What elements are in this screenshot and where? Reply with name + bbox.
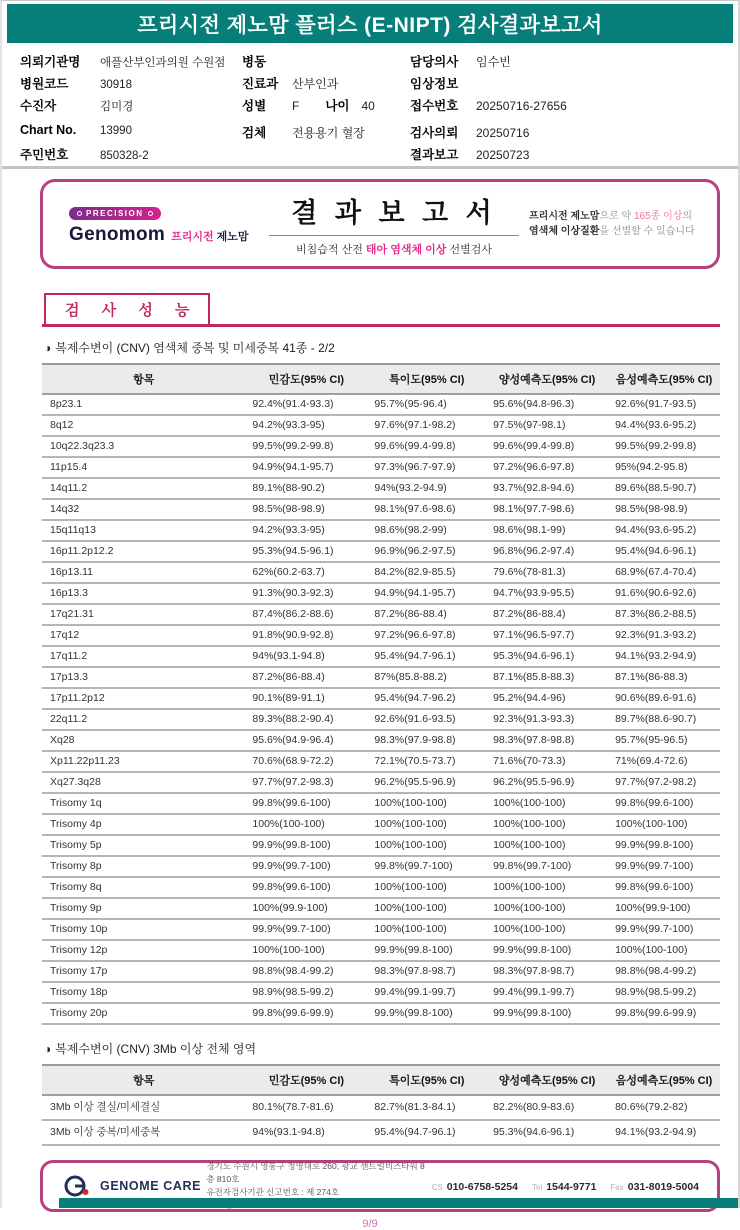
column-header: 항목	[42, 364, 245, 394]
table-cell: 98.5%(98-98.9)	[608, 499, 720, 520]
table-row	[42, 856, 720, 877]
info-value: 13990	[100, 125, 132, 137]
table-cell: 95.3%(94.6-96.1)	[486, 646, 608, 667]
info-label: 접수번호	[410, 99, 459, 113]
table-cell: 98.9%(98.5-99.2)	[608, 982, 720, 1003]
table-cell: 8p23.1	[42, 394, 245, 415]
table-row	[42, 478, 720, 499]
table-cell: 99.6%(99.4-99.8)	[486, 436, 608, 457]
table-cell: 98.3%(97.9-98.8)	[367, 730, 486, 751]
table-cell: 99.8%(99.7-100)	[486, 856, 608, 877]
info-value: 40	[361, 99, 375, 113]
table-cell: 95%(94.2-95.8)	[608, 457, 720, 478]
page-number: 9/9	[362, 1218, 378, 1230]
table-cell: 99.9%(99.7-100)	[608, 856, 720, 877]
table-row	[42, 1095, 720, 1120]
table-cell: 98.9%(98.5-99.2)	[245, 982, 367, 1003]
table-cell: 22q11.2	[42, 709, 245, 730]
contact-label: Tel	[531, 1183, 543, 1192]
contact-item	[610, 1177, 699, 1195]
table-cell: 14q11.2	[42, 478, 245, 499]
info-row	[242, 52, 410, 74]
table-cell: 94.9%(94.1-95.7)	[367, 583, 486, 604]
table-cell: 95.7%(95-96.5)	[608, 730, 720, 751]
table-cell: 96.9%(96.2-97.5)	[367, 541, 486, 562]
section-title: 검 사 성 능	[44, 293, 210, 324]
table-cell: 96.2%(95.5-96.9)	[367, 772, 486, 793]
table-row	[42, 814, 720, 835]
genome-care-mark-icon	[63, 1174, 93, 1198]
table-cell: 95.4%(94.6-96.1)	[608, 541, 720, 562]
table-cell: 97.2%(96.6-97.8)	[486, 457, 608, 478]
table-cell: 91.3%(90.3-92.3)	[245, 583, 367, 604]
column-header: 민감도(95% CI)	[245, 364, 367, 394]
info-label: 나이	[325, 99, 350, 113]
info-row	[410, 123, 728, 145]
info-value: 전용용기 혈장	[292, 126, 365, 140]
info-row	[410, 96, 728, 118]
table-cell: 94%(93.2-94.9)	[367, 478, 486, 499]
table-cell: 94.7%(93.9-95.5)	[486, 583, 608, 604]
table-cell: 92.3%(91.3-93.2)	[608, 625, 720, 646]
table-cell: 97.7%(97.2-98.3)	[245, 772, 367, 793]
table-cell: 100%(100-100)	[486, 898, 608, 919]
info-value: 20250723	[476, 148, 530, 162]
table-cell: 98.6%(98.1-99)	[486, 520, 608, 541]
half-circle-icon: ◑	[44, 341, 52, 355]
table-cell: 94.9%(94.1-95.7)	[245, 457, 367, 478]
table-cell: 95.7%(95-96.4)	[367, 394, 486, 415]
table-row	[42, 646, 720, 667]
table-cell: 99.9%(99.8-100)	[367, 1003, 486, 1024]
table-cell: 99.4%(99.1-99.7)	[486, 982, 608, 1003]
info-value: 850328-2	[100, 150, 149, 162]
table-cell: 94%(93.1-94.8)	[245, 646, 367, 667]
column-header: 음성예측도(95% CI)	[608, 364, 720, 394]
info-label: 병원코드	[20, 77, 69, 91]
table-cell: 94.2%(93.3-95)	[245, 415, 367, 436]
table-cell: 100%(100-100)	[486, 814, 608, 835]
table-cell: 89.1%(88-90.2)	[245, 478, 367, 499]
info-label: 결과보고	[410, 148, 459, 162]
table-cell: 97.7%(97.2-98.2)	[608, 772, 720, 793]
table-cell: 95.4%(94.7-96.1)	[367, 646, 486, 667]
genome-care-logo	[63, 1174, 206, 1198]
table-cell: 3Mb 이상 중복/미세중복	[42, 1120, 245, 1145]
table-row	[42, 1003, 720, 1024]
table-cell: 99.5%(99.2-99.8)	[245, 436, 367, 457]
cnv-performance-table	[42, 363, 720, 1025]
table-cell: 95.3%(94.5-96.1)	[245, 541, 367, 562]
table-cell: Trisomy 18p	[42, 982, 245, 1003]
table-cell: 17p13.3	[42, 667, 245, 688]
table-row	[42, 709, 720, 730]
report-title: 프리시전 제노맘 플러스 (E-NIPT) 검사결과보고서	[137, 13, 603, 37]
table-cell: 100%(100-100)	[367, 898, 486, 919]
table-cell: 99.5%(99.2-99.8)	[608, 436, 720, 457]
table-cell: 100%(100-100)	[608, 814, 720, 835]
info-row	[242, 74, 410, 96]
table-cell: 100%(100-100)	[367, 919, 486, 940]
table-cell: 99.9%(99.8-100)	[486, 1003, 608, 1024]
table-row	[42, 1120, 720, 1145]
info-row	[242, 123, 410, 145]
table-cell: 99.6%(99.4-99.8)	[367, 436, 486, 457]
info-value: 임수빈	[476, 55, 511, 69]
contact-item	[432, 1177, 518, 1195]
table-cell: 70.6%(68.9-72.2)	[245, 751, 367, 772]
table-cell: 100%(100-100)	[245, 940, 367, 961]
table-cell: 100%(100-100)	[245, 814, 367, 835]
info-label: 임상정보	[410, 77, 459, 91]
info-row	[410, 145, 728, 167]
table1-caption: ◑ 복제수변이 (CNV) 염색체 중복 및 미세중복 41종 - 2/2	[44, 341, 335, 355]
table-cell: 16p13.3	[42, 583, 245, 604]
address-line1: 경기도 수원시 영통구 청명대로 260, 광교 센트럴비즈타워 8층 810호	[206, 1160, 425, 1184]
table-cell: 95.6%(94.9-96.4)	[245, 730, 367, 751]
table-cell: 98.3%(97.8-98.8)	[486, 730, 608, 751]
table-cell: 96.2%(95.5-96.9)	[486, 772, 608, 793]
table-cell: 98.5%(98-98.9)	[245, 499, 367, 520]
column-header: 특이도(95% CI)	[367, 1065, 486, 1095]
table-row	[42, 772, 720, 793]
info-label: 검사의뢰	[410, 126, 459, 140]
precision-badge-label: PRECISION	[86, 208, 144, 218]
table-cell: 16p13.11	[42, 562, 245, 583]
info-row	[410, 74, 728, 96]
contact-value: 031-8019-5004	[627, 1181, 699, 1193]
table-cell: Trisomy 9p	[42, 898, 245, 919]
column-header: 양성예측도(95% CI)	[486, 364, 608, 394]
table-cell: 100%(100-100)	[367, 835, 486, 856]
table-cell: 99.9%(99.8-100)	[486, 940, 608, 961]
info-label: 병동	[242, 55, 267, 69]
table-row	[42, 940, 720, 961]
contact-value: 1544-9771	[546, 1181, 597, 1193]
table-cell: 87.4%(86.2-88.6)	[245, 604, 367, 625]
brand-kr-accent: 프리시전	[171, 230, 214, 243]
table-cell: 90.6%(89.6-91.6)	[608, 688, 720, 709]
table-cell: 99.8%(99.6-100)	[608, 793, 720, 814]
info-label: 의뢰기관명	[20, 55, 81, 69]
table-cell: Trisomy 8q	[42, 877, 245, 898]
table-cell: 89.3%(88.2-90.4)	[245, 709, 367, 730]
table-row	[42, 499, 720, 520]
table-cell: 82.2%(80.9-83.6)	[486, 1095, 608, 1120]
patient-info-col3	[410, 52, 728, 162]
genome-care-name: GENOME CARE	[100, 1179, 202, 1193]
table-row	[42, 730, 720, 751]
info-row	[242, 96, 410, 118]
table-cell: 72.1%(70.5-73.7)	[367, 751, 486, 772]
table-cell: 98.8%(98.4-99.2)	[245, 961, 367, 982]
table-cell: Xp11.22p11.23	[42, 751, 245, 772]
table-cell: 95.3%(94.6-96.1)	[486, 1120, 608, 1145]
table-cell: 94.2%(93.3-95)	[245, 520, 367, 541]
table-cell: 98.6%(98.2-99)	[367, 520, 486, 541]
table-cell: 99.8%(99.6-99.9)	[245, 1003, 367, 1024]
table-row	[42, 457, 720, 478]
half-circle-icon: ◑	[44, 1042, 52, 1056]
contact-value: 010-6758-5254	[446, 1181, 518, 1193]
table-cell: 100%(100-100)	[367, 877, 486, 898]
table-cell: 8q12	[42, 415, 245, 436]
table-cell: 99.8%(99.6-100)	[245, 793, 367, 814]
badge-dot-icon	[77, 211, 82, 216]
table-cell: 87%(85.8-88.2)	[367, 667, 486, 688]
patient-info-col2	[242, 52, 410, 158]
table-cell: 68.9%(67.4-70.4)	[608, 562, 720, 583]
table-cell: 95.2%(94.4-96)	[486, 688, 608, 709]
info-value: 20250716	[476, 126, 530, 140]
table-row	[42, 898, 720, 919]
banner-title: 결 과 보 고 서	[291, 198, 497, 228]
table-cell: Trisomy 20p	[42, 1003, 245, 1024]
patient-info-col1	[20, 52, 242, 162]
footer-contacts	[432, 1177, 699, 1195]
table-cell: Trisomy 8p	[42, 856, 245, 877]
table-cell: 98.1%(97.7-98.6)	[486, 499, 608, 520]
table-cell: 95.6%(94.8-96.3)	[486, 394, 608, 415]
column-header: 양성예측도(95% CI)	[486, 1065, 608, 1095]
table-cell: 97.1%(96.5-97.7)	[486, 625, 608, 646]
table-cell: 10q22.3q23.3	[42, 436, 245, 457]
info-row	[20, 52, 242, 74]
table-row	[42, 415, 720, 436]
table-cell: 94.1%(93.2-94.9)	[608, 1120, 720, 1145]
info-value: 애플산부인과의원 수원점	[100, 57, 226, 69]
contact-label: Fax	[610, 1183, 624, 1192]
table-cell: 100%(100-100)	[367, 793, 486, 814]
table-cell: Trisomy 1q	[42, 793, 245, 814]
table-cell: 16p11.2p12.2	[42, 541, 245, 562]
report-title-bar	[7, 4, 733, 43]
contact-label: CS	[431, 1183, 443, 1192]
column-header: 음성예측도(95% CI)	[608, 1065, 720, 1095]
table-cell: 99.4%(99.1-99.7)	[367, 982, 486, 1003]
table-cell: 17q21.31	[42, 604, 245, 625]
info-label: 진료과	[242, 77, 279, 91]
table-row	[42, 919, 720, 940]
table-cell: 87.2%(86-88.4)	[367, 604, 486, 625]
info-label: 수진자	[20, 99, 57, 113]
table-cell: 100%(100-100)	[486, 793, 608, 814]
table-cell: 98.3%(97.8-98.7)	[367, 961, 486, 982]
brand-name: Genomom	[69, 223, 166, 245]
table-cell: 93.7%(92.8-94.6)	[486, 478, 608, 499]
table-cell: 82.7%(81.3-84.1)	[367, 1095, 486, 1120]
table-row	[42, 562, 720, 583]
table-cell: 98.3%(97.8-98.7)	[486, 961, 608, 982]
contact-item	[532, 1177, 596, 1195]
table-cell: 80.1%(78.7-81.6)	[245, 1095, 367, 1120]
table-cell: 94.1%(93.2-94.9)	[608, 646, 720, 667]
table-cell: Xq27.3q28	[42, 772, 245, 793]
table-row	[42, 625, 720, 646]
badge-dot-icon	[148, 211, 153, 216]
table-cell: 87.1%(85.8-88.3)	[486, 667, 608, 688]
table-cell: 99.9%(99.8-100)	[245, 835, 367, 856]
table-cell: 90.1%(89-91.1)	[245, 688, 367, 709]
table-row	[42, 520, 720, 541]
info-row	[20, 96, 242, 118]
table-cell: 99.9%(99.7-100)	[245, 919, 367, 940]
info-value: F	[292, 99, 300, 113]
table-cell: 100%(99.9-100)	[245, 898, 367, 919]
result-banner	[40, 179, 720, 269]
table-cell: 11p15.4	[42, 457, 245, 478]
info-value: 30918	[100, 79, 132, 91]
info-label: 성별	[242, 99, 267, 113]
table-cell: 94%(93.1-94.8)	[245, 1120, 367, 1145]
info-value: 20250716-27656	[476, 99, 567, 113]
table-cell: 15q11q13	[42, 520, 245, 541]
table-cell: 89.7%(88.6-90.7)	[608, 709, 720, 730]
table-cell: 71%(69.4-72.6)	[608, 751, 720, 772]
table-cell: 96.8%(96.2-97.4)	[486, 541, 608, 562]
table-cell: 99.8%(99.7-100)	[367, 856, 486, 877]
brand-kr-rest: 제노맘	[216, 230, 249, 243]
bottom-teal-bar	[59, 1198, 738, 1208]
info-value: 김미경	[100, 101, 134, 113]
column-header: 항목	[42, 1065, 245, 1095]
table-cell: 87.2%(86-88.4)	[245, 667, 367, 688]
table-cell: 100%(99.9-100)	[608, 898, 720, 919]
table-row	[42, 877, 720, 898]
table-cell: 100%(100-100)	[486, 877, 608, 898]
table-cell: 71.6%(70-73.3)	[486, 751, 608, 772]
banner-divider	[269, 235, 519, 236]
table-row	[42, 667, 720, 688]
precision-badge	[69, 207, 161, 220]
table-cell: 14q32	[42, 499, 245, 520]
banner-subtitle: 비침습적 산전 태아 염색체 이상 선별검사	[296, 244, 492, 256]
table-cell: 97.2%(96.6-97.8)	[367, 625, 486, 646]
table-cell: 17p11.2p12	[42, 688, 245, 709]
table-row	[42, 688, 720, 709]
table-row	[42, 751, 720, 772]
cnv-3mb-table	[42, 1064, 720, 1146]
table-cell: 95.4%(94.7-96.1)	[367, 1120, 486, 1145]
table-cell: 99.9%(99.8-100)	[608, 835, 720, 856]
table-cell: 100%(100-100)	[486, 835, 608, 856]
table-cell: 99.8%(99.6-100)	[245, 877, 367, 898]
info-label: 담당의사	[410, 55, 459, 69]
table-cell: 17q11.2	[42, 646, 245, 667]
table-row	[42, 394, 720, 415]
table-cell: 99.8%(99.6-99.9)	[608, 1003, 720, 1024]
genomom-logo	[69, 203, 259, 246]
info-row	[20, 145, 242, 167]
table-cell: 99.9%(99.8-100)	[367, 940, 486, 961]
table-row	[42, 541, 720, 562]
table-cell: 98.8%(98.4-99.2)	[608, 961, 720, 982]
info-label: Chart No.	[20, 123, 77, 137]
info-label: 주민번호	[20, 148, 69, 162]
table2-caption: ◑ 복제수변이 (CNV) 3Mb 이상 전체 영역	[44, 1042, 257, 1056]
banner-note: 프리시전 제노맘으로 약 165종 이상의 염색체 이상질환을 선별할 수 있습니다	[529, 210, 695, 237]
info-row	[20, 74, 242, 96]
table-cell: 92.6%(91.7-93.5)	[608, 394, 720, 415]
table-cell: 17q12	[42, 625, 245, 646]
table-cell: 91.8%(90.9-92.8)	[245, 625, 367, 646]
table-cell: 95.4%(94.7-96.2)	[367, 688, 486, 709]
table-row	[42, 982, 720, 1003]
table-cell: 80.6%(79.2-82)	[608, 1095, 720, 1120]
table-cell: Trisomy 12p	[42, 940, 245, 961]
table-row	[42, 604, 720, 625]
table-cell: 62%(60.2-63.7)	[245, 562, 367, 583]
table-cell: 97.5%(97-98.1)	[486, 415, 608, 436]
table-row	[42, 583, 720, 604]
table-cell: Trisomy 17p	[42, 961, 245, 982]
table-cell: 94.4%(93.6-95.2)	[608, 415, 720, 436]
table-cell: 100%(100-100)	[367, 814, 486, 835]
section-header	[42, 293, 720, 327]
table-cell: 87.3%(86.2-88.5)	[608, 604, 720, 625]
table-cell: 87.2%(86-88.4)	[486, 604, 608, 625]
table-cell: 98.1%(97.6-98.6)	[367, 499, 486, 520]
table-cell: 84.2%(82.9-85.5)	[367, 562, 486, 583]
table-cell: 97.6%(97.1-98.2)	[367, 415, 486, 436]
table-cell: 94.4%(93.6-95.2)	[608, 520, 720, 541]
table-row	[42, 793, 720, 814]
info-row	[20, 123, 242, 145]
info-row	[410, 52, 728, 74]
info-value: 산부인과	[292, 77, 339, 91]
table-cell: 92.6%(91.6-93.5)	[367, 709, 486, 730]
table-cell: 92.3%(91.3-93.3)	[486, 709, 608, 730]
table-row	[42, 436, 720, 457]
table-cell: 79.6%(78-81.3)	[486, 562, 608, 583]
table-cell: 100%(100-100)	[486, 919, 608, 940]
table-cell: 92.4%(91.4-93.3)	[245, 394, 367, 415]
table-row	[42, 961, 720, 982]
table-cell: 99.9%(99.7-100)	[245, 856, 367, 877]
table-cell: Xq28	[42, 730, 245, 751]
column-header: 민감도(95% CI)	[245, 1065, 367, 1095]
table-cell: Trisomy 10p	[42, 919, 245, 940]
table-cell: 100%(100-100)	[608, 940, 720, 961]
table-cell: 99.9%(99.7-100)	[608, 919, 720, 940]
table-cell: 91.6%(90.6-92.6)	[608, 583, 720, 604]
address-line2: 유전자검사기관 신고번호 : 제 274호	[206, 1187, 340, 1197]
column-header: 특이도(95% CI)	[367, 364, 486, 394]
table-cell: Trisomy 5p	[42, 835, 245, 856]
info-label: 검체	[242, 126, 267, 140]
table-cell: 3Mb 이상 결실/미세결실	[42, 1095, 245, 1120]
table-cell: 99.8%(99.6-100)	[608, 877, 720, 898]
table-cell: 87.1%(86-88.3)	[608, 667, 720, 688]
patient-info-panel	[2, 43, 738, 169]
table-row	[42, 835, 720, 856]
table-cell: 89.6%(88.5-90.7)	[608, 478, 720, 499]
table-cell: 97.3%(96.7-97.9)	[367, 457, 486, 478]
table-cell: Trisomy 4p	[42, 814, 245, 835]
